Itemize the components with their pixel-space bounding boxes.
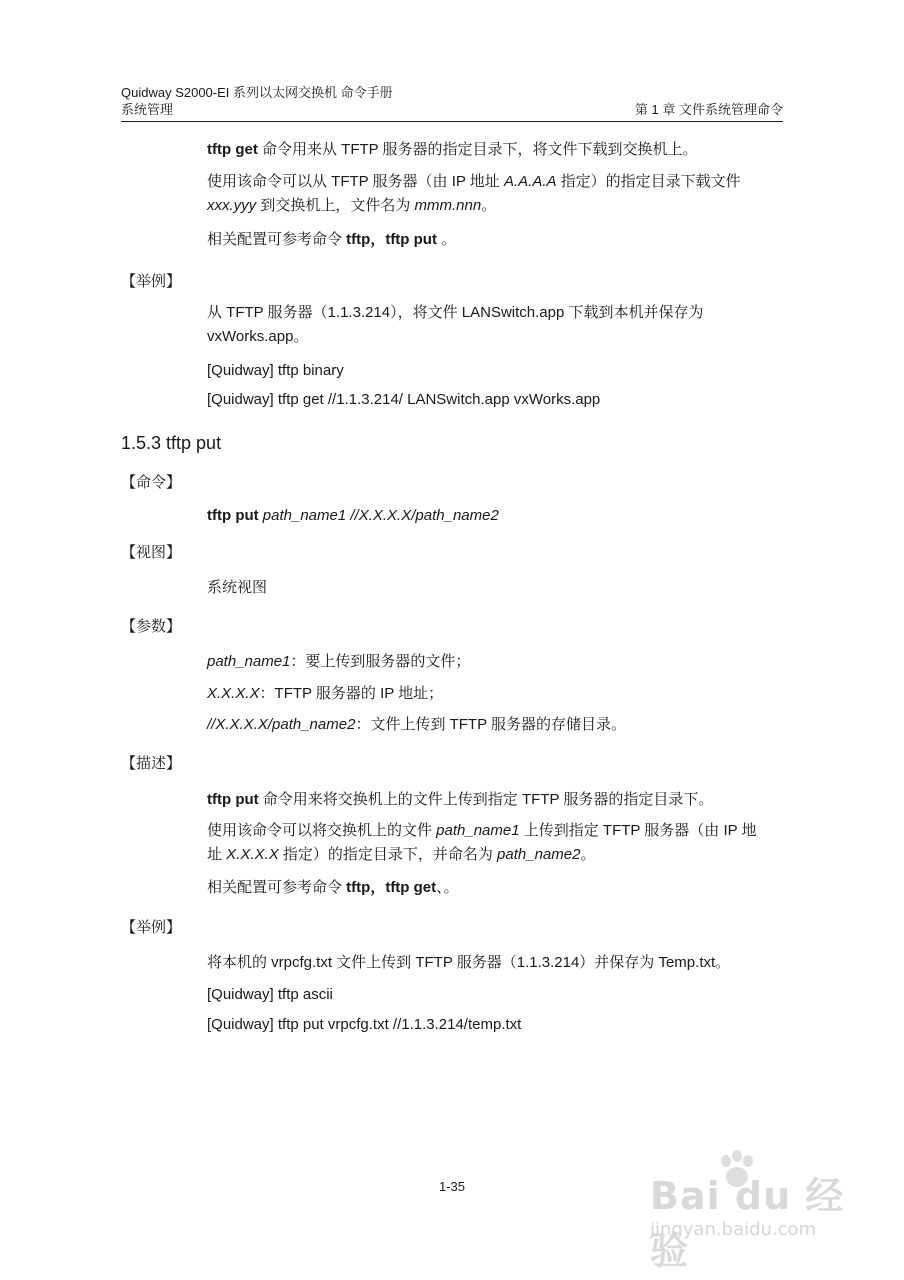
put-desc-p3-b: 、。 <box>436 879 459 896</box>
put-desc-p2-file: path_name1 <box>436 822 520 839</box>
put-param2 <box>207 682 783 706</box>
header-title: Quidway S2000-EI 系列以太网交换机 命令手册 <box>121 85 393 100</box>
put-desc-p2-a: 使用该命令可以将交换机上的文件 <box>207 822 437 839</box>
get-src-file: xxx.yyy <box>207 197 257 214</box>
param3-text: ：文件上传到 TFTP 服务器的存储目录。 <box>355 716 626 733</box>
header-row <box>121 101 783 118</box>
put-desc-p2-e: 。 <box>580 846 596 863</box>
get-example-p1-b: vxWorks.app。 <box>207 328 309 345</box>
get-example-label: 【举例】 <box>121 273 182 290</box>
get-desc-p1 <box>207 138 783 162</box>
get-desc-p2-a: 使用该命令可以从 TFTP 服务器（由 IP 地址 <box>207 173 504 190</box>
get-desc-p1-text: 命令用来从 TFTP 服务器的指定目录下，将文件下载到交换机上。 <box>257 141 698 158</box>
put-command-label: 【命令】 <box>121 474 182 491</box>
page-number: 1-35 <box>438 1179 466 1194</box>
section-heading: 1.5.3 tftp put <box>121 433 222 453</box>
header-divider <box>121 121 783 122</box>
put-desc-p2-d: 指定）的指定目录下，并命名为 <box>278 846 498 863</box>
put-example-p1: 将本机的 vrpcfg.txt 文件上传到 TFTP 服务器（1.1.3.214）并保存为 Temp.txt。 <box>207 954 731 971</box>
put-desc-p2-c: 址 <box>207 846 227 863</box>
put-command-syntax <box>207 504 783 528</box>
put-desc-p2 <box>207 819 783 867</box>
put-view-label: 【视图】 <box>121 544 182 561</box>
param2-name: X.X.X.X <box>207 685 260 702</box>
get-related-cmds: tftp，tftp put <box>346 231 437 248</box>
get-dst-file: mmm.nnn <box>414 197 482 214</box>
param1-name: path_name1 <box>207 653 291 670</box>
put-desc-p2-dst: path_name2 <box>497 846 581 863</box>
put-desc-p3 <box>207 876 783 900</box>
put-desc-label: 【描述】 <box>121 755 182 772</box>
watermark-url: jingyan.baidu.com <box>650 1219 817 1240</box>
watermark-brand: Bai du 经验 <box>650 1174 845 1273</box>
put-cmd-args: path_name1 //X.X.X.X/path_name2 <box>258 507 499 524</box>
get-desc-p3-b: 。 <box>436 231 457 248</box>
get-desc-p2 <box>207 170 783 218</box>
get-example-line2: [Quidway] tftp get //1.1.3.214/ LANSwitch.app vxWorks.app <box>207 391 601 408</box>
put-example-line1: [Quidway] tftp ascii <box>207 986 333 1003</box>
get-cmd: tftp get <box>207 141 258 158</box>
get-desc-p2-c: 到交换机上，文件名为 <box>256 197 415 214</box>
get-example-line1: [Quidway] tftp binary <box>207 362 344 379</box>
page-header <box>121 84 783 118</box>
param1-text: ：要上传到服务器的文件； <box>290 653 471 670</box>
header-section: 系统管理 <box>121 102 174 117</box>
put-param3 <box>207 713 783 737</box>
get-desc-p2-b: 指定）的指定目录下载文件 <box>556 173 741 190</box>
put-related-cmds: tftp，tftp get <box>346 879 437 896</box>
put-desc-p2-ip: X.X.X.X <box>226 846 279 863</box>
put-desc-p3-a: 相关配置可参考命令 <box>207 879 347 896</box>
get-example-p1 <box>207 301 783 349</box>
put-desc-p1-text: 命令用来将交换机上的文件上传到指定 TFTP 服务器的指定目录下。 <box>258 791 714 808</box>
put-desc-p1 <box>207 788 783 812</box>
put-param-label: 【参数】 <box>121 618 182 635</box>
param2-text: ：TFTP 服务器的 IP 地址； <box>259 685 444 702</box>
put-desc-p2-b: 上传到指定 TFTP 服务器（由 IP 地 <box>519 822 757 839</box>
baidu-watermark <box>640 1145 870 1273</box>
get-desc-p3-a: 相关配置可参考命令 <box>207 231 347 248</box>
get-example-p1-a: 从 TFTP 服务器（1.1.3.214），将文件 LANSwitch.app 下载到本机并保存为 <box>207 304 704 321</box>
get-desc-p3 <box>207 228 783 252</box>
put-example-label: 【举例】 <box>121 919 182 936</box>
put-example-line2: [Quidway] tftp put vrpcfg.txt //1.1.3.214/temp.txt <box>207 1016 522 1033</box>
put-cmd: tftp put <box>207 507 259 524</box>
put-param1 <box>207 650 783 674</box>
put-view-text: 系统视图 <box>207 579 268 596</box>
put-desc-cmd: tftp put <box>207 791 259 808</box>
header-chapter: 第 1 章 文件系统管理命令 <box>634 102 783 117</box>
param3-name: //X.X.X.X/path_name2 <box>207 716 356 733</box>
get-ip: A.A.A.A <box>503 173 557 190</box>
get-desc-p2-d: 。 <box>481 197 497 214</box>
